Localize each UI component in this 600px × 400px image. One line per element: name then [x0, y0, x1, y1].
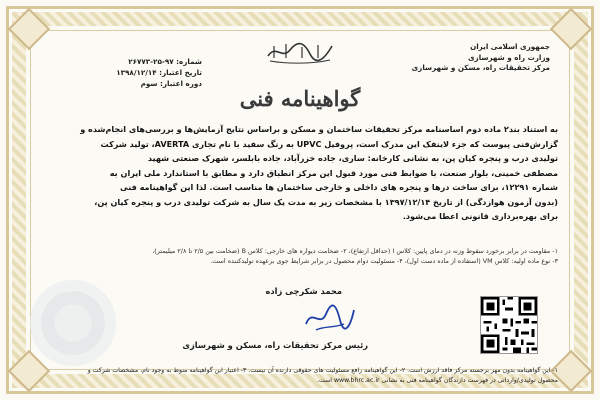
specification-notes	[126, 246, 558, 266]
handwritten-signature-icon	[298, 298, 358, 336]
validity-period: دوره اعتبار: سوم	[140, 79, 202, 88]
certificate-content	[36, 34, 564, 384]
note-line: ۱- مقاومت در برابر برخورد سقوط وزنه در دمای پایین: کلاس I (حداقل ارتفاع)، ۲- ضخامت دیواره های خارجی: کلاس B (ضخامت بین ۲/۵ تا ۲/۸ میلیمتر)،	[152, 247, 558, 255]
body-line: گزارش‌فنی پیوست که جزء لاینفک این مدرک است، پروفیل UPVC به رنگ سفید با نام تجاری AVERTA، تولید شرکت	[100, 138, 558, 149]
issuer-organization	[400, 42, 550, 74]
validity-date: تاریخ اعتبار: ۱۳۹۸/۱۲/۱۴	[116, 68, 202, 77]
org-line: وزارت راه و شهرسازی	[467, 52, 550, 62]
page-title: گواهینامه فنی	[239, 86, 361, 111]
certificate-number: شماره: ۹۷-۲۵-۲۶۷۷۳	[128, 57, 202, 66]
embossed-seal-icon	[30, 280, 116, 366]
body-line: مصطفی خمینی، بلوار صنعت، با ضوابط فنی مورد قبول این مرکز انطباق دارد و مطابق با استاندارد ملی ایران به	[109, 167, 558, 178]
org-line: جمهوری اسلامی ایران	[470, 42, 550, 51]
body-line: (بدون آزمون هوازدگی) از تاریخ ۱۳۹۷/۱۲/۱۴ با مشخصات زیر به مدت یک سال به شرکت تولیدی درب و پنجره کیان پن،	[94, 196, 558, 207]
footer-line: محصول تولیدی/وارداتی در فهرست دارندگان گواهینامه فنی به نشانی www.bhrc.ac.ir است.	[317, 376, 558, 384]
signatory-title: رئیس مرکز تحقیقات راه، مسکن و شهرسازی	[182, 340, 368, 350]
certificate-meta	[52, 56, 202, 89]
footer-disclaimer	[42, 366, 558, 385]
body-line: شماره ۱۲۲۹۱، برای ساخت درها و پنجره های داخلی و خارجی ساختمان ها مناسب است. لذا این گواهینامه فنی	[120, 182, 558, 192]
body-line: به استناد بند۲ ماده دوم اساسنامه مرکز تحقیقات ساختمان و مسکن و براساس نتایج آزمایش‌ها و بررسی‌های انجام‌شده و	[80, 124, 558, 134]
footer-line: ۱- این گواهینامه بدون مهر برجسته مرکز فاقد ارزش است. ۲- این گواهینامه رافع مسئولیت های حقوقی دارنده آن نیست. ۳- اعتبار این گواهینامه منوط به وجود نام، مشخصات شرکت و	[87, 367, 558, 374]
qr-code-icon	[480, 296, 538, 354]
body-line: برای بهره‌برداری قانونی اعطا می‌شود.	[402, 211, 558, 221]
note-line: ۳- نوع ماده اولیه: کلاس VM (استفاده از ماده دست اول)، ۴- مسئولیت دوام محصول در برابر شرایط جوی برعهده تولیدکننده است.	[210, 257, 558, 265]
certificate-body	[42, 122, 558, 224]
signatory-name: محمد شکرچی زاده	[265, 286, 342, 296]
calligraphy-basmala-icon	[264, 38, 336, 64]
org-line: مرکز تحقیقات راه، مسکن و شهرسازی	[411, 63, 550, 72]
body-line: تولیدی درب و پنجره کیان پن، به نشانی کارخانه: ساری، جاده خزرآباد، جاده بابلسر، شهرک صنعتی شهید	[147, 153, 558, 163]
